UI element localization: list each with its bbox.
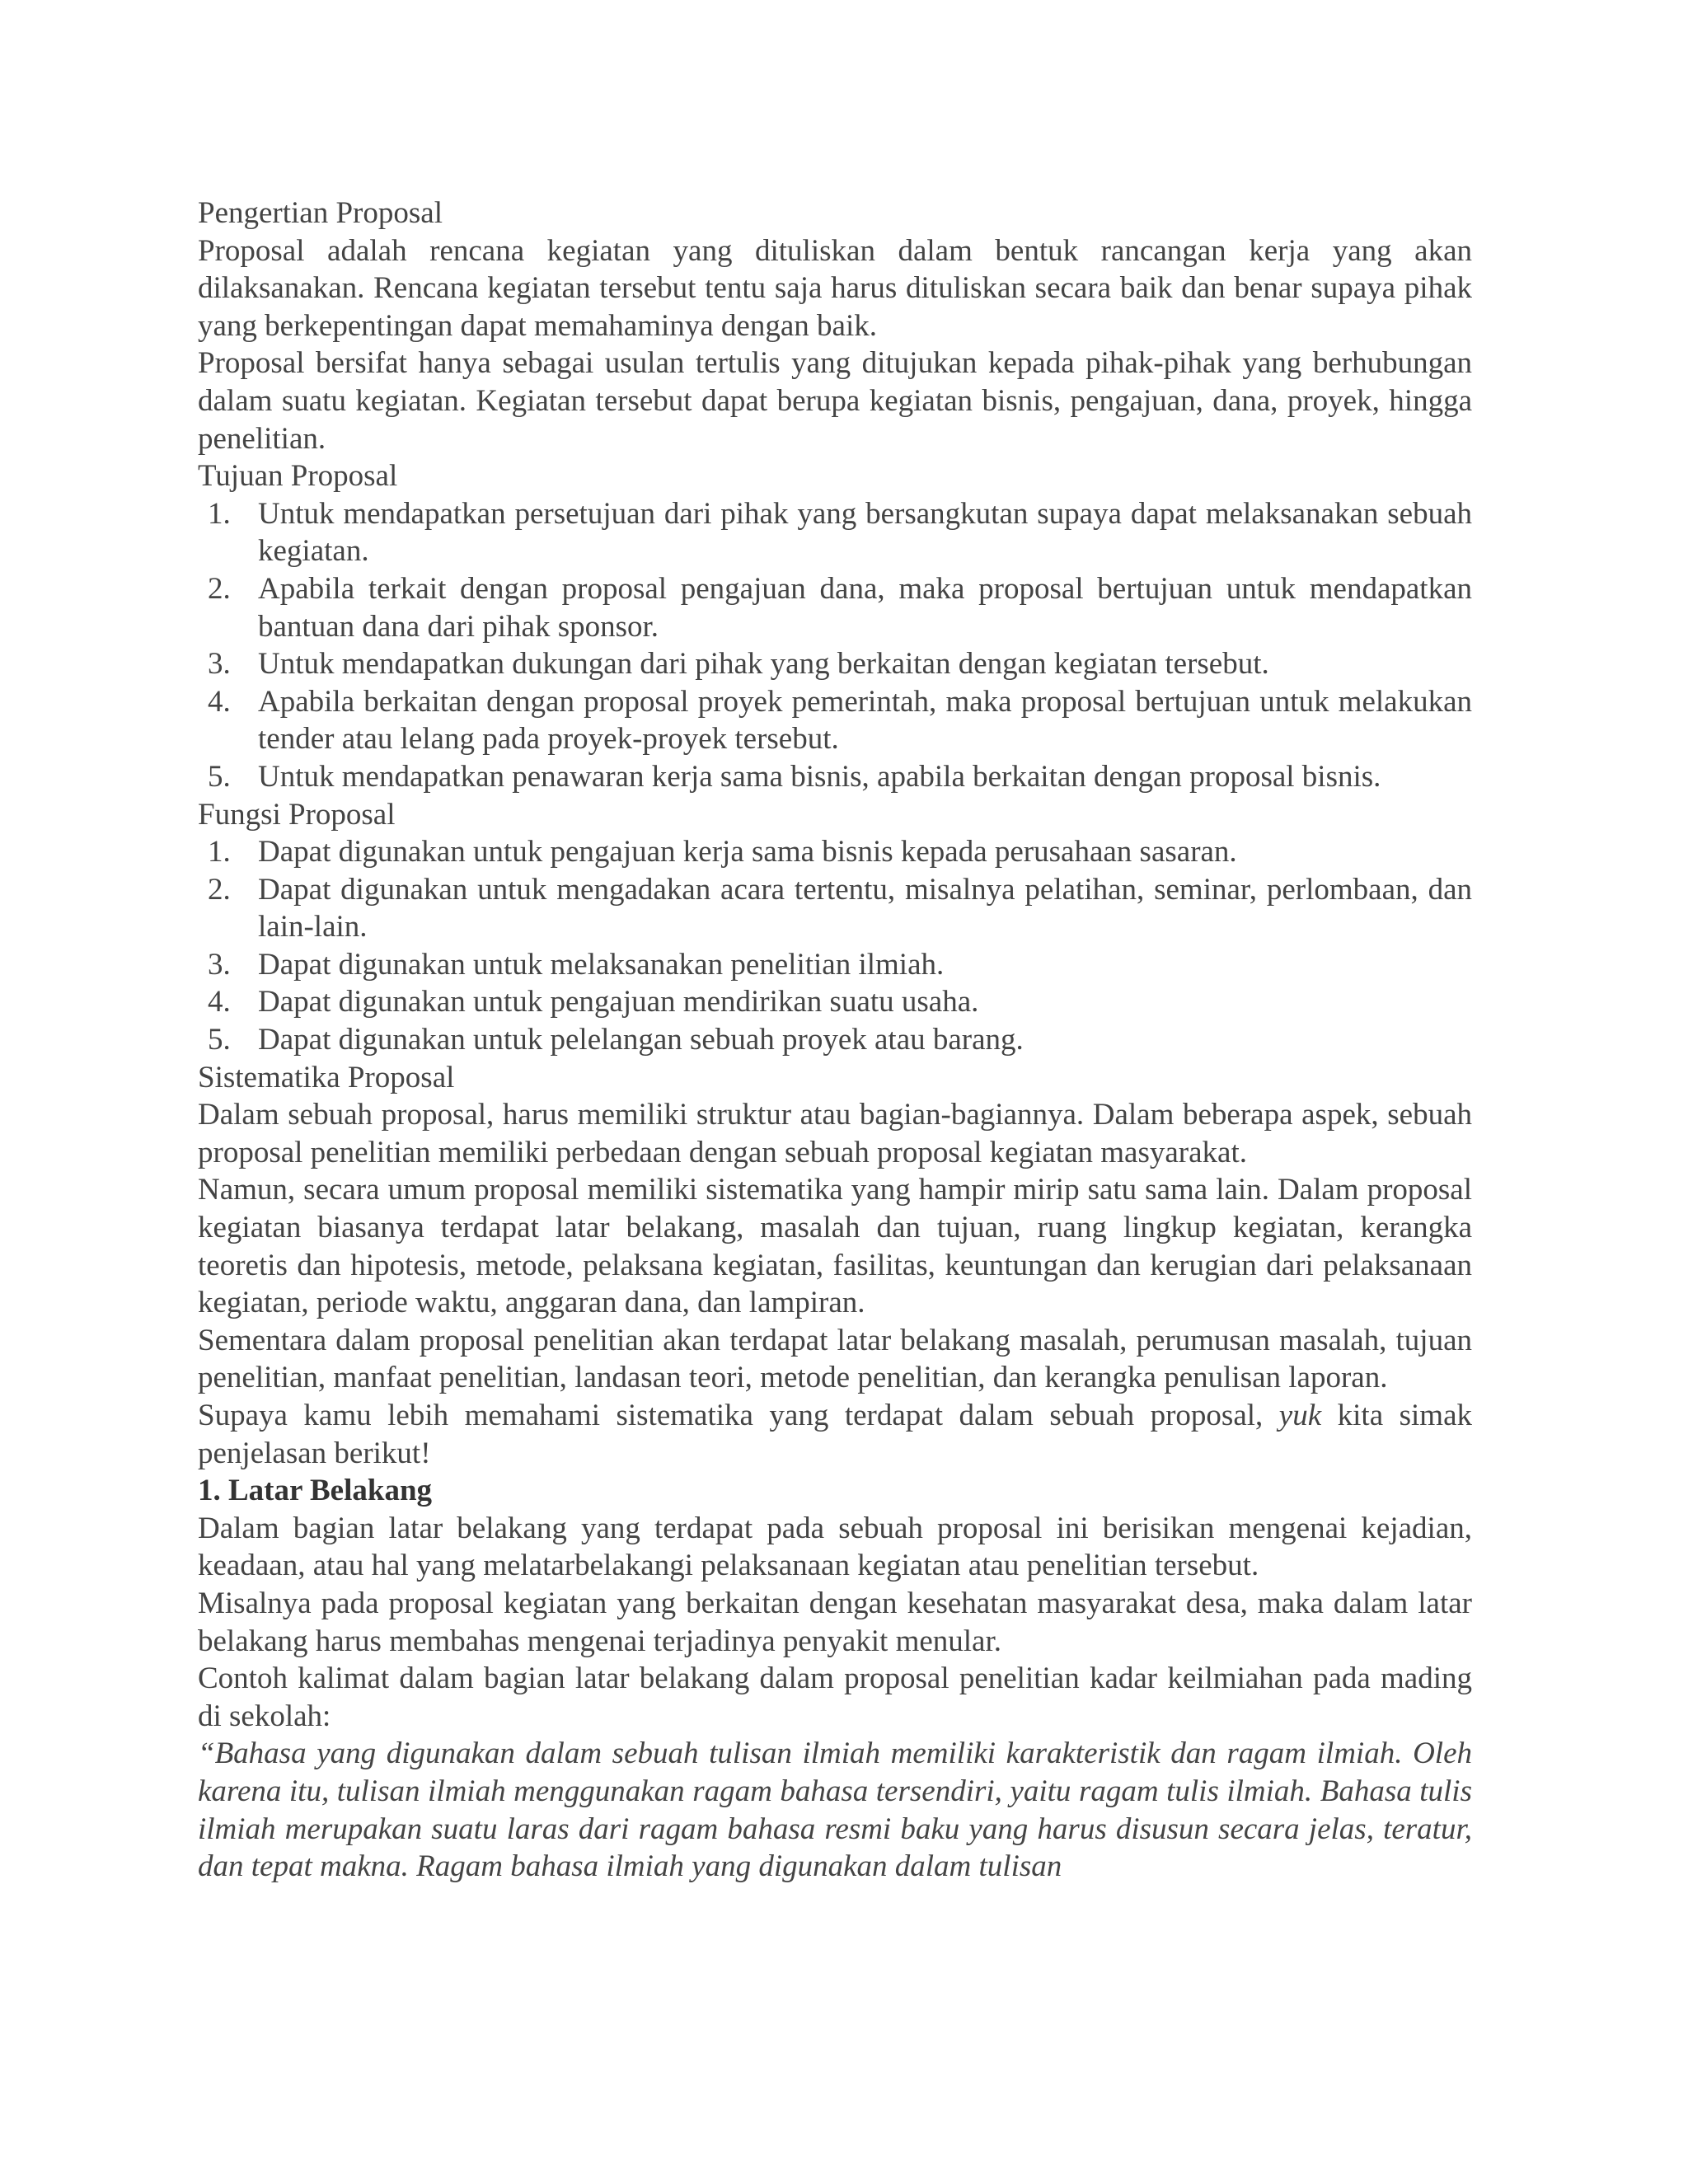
heading-latar-belakang: 1. Latar Belakang [198,1474,433,1508]
heading-pengertian: Pengertian Proposal [198,196,443,230]
list-item-number: 1. [208,496,231,531]
list-item-number: 5. [208,1023,231,1057]
list-item-number: 4. [208,684,231,719]
heading-fungsi: Fungsi Proposal [198,797,396,832]
list-item-number: 5. [208,759,231,794]
list-item-text: Dapat digunakan untuk melaksanakan penelitian ilmiah. [258,947,945,982]
list-item-text: Dapat digunakan untuk pengajuan mendirikan suatu usaha. [258,985,979,1019]
list-item-number: 4. [208,985,231,1019]
list-item-number: 2. [208,571,231,606]
paragraph-latar-1: Dalam bagian latar belakang yang terdapat pada sebuah proposal ini berisikan mengenai kejadian, keadaan, atau hal yang melatarbelakangi pelaksanaan kegiatan atau penelitian tersebut. [198,1511,1472,1583]
heading-sistematika: Sistematika Proposal [198,1060,455,1094]
list-item-number: 3. [208,647,231,682]
list-item-text: Untuk mendapatkan dukungan dari pihak yang berkaitan dengan kegiatan tersebut. [258,647,1269,682]
list-item [198,645,1472,683]
list-item-number: 2. [208,872,231,907]
list-tujuan [198,495,1472,796]
list-item [198,871,1472,946]
list-item [198,1021,1472,1059]
paragraph-pengertian-1: Proposal adalah rencana kegiatan yang dituliskan dalam bentuk rancangan kerja yang akan dilaksanakan. Rencana kegiatan tersebut tentu saja harus dituliskan secara baik dan benar supaya pihak yang berkepentingan dapat memahaminya dengan baik. [198,233,1472,343]
paragraph-text: Supaya kamu lebih memahami sistematika yang terdapat dalam sebuah proposal, [198,1399,1279,1432]
list-item [198,946,1472,984]
list-item-text: Apabila berkaitan dengan proposal proyek pemerintah, maka proposal bertujuan untuk melakukan tender atau lelang pada proyek-proyek tersebut. [258,684,1472,757]
quote-example: “Bahasa yang digunakan dalam sebuah tulisan ilmiah memiliki karakteristik dan ragam ilmiah. Oleh karena itu, tulisan ilmiah menggunakan ragam bahasa tersendiri, yaitu ragam tulis ilmiah. Bahasa tulis ilmiah merupakan suatu laras dari ragam bahasa resmi baku yang harus disusun secara jelas, teratur, dan tepat makna. Ragam bahasa ilmiah yang digunakan dalam tulisan [198,1736,1472,1884]
list-fungsi [198,833,1472,1059]
list-item [198,683,1472,758]
paragraph-sistematika-2: Namun, secara umum proposal memiliki sistematika yang hampir mirip satu sama lain. Dalam proposal kegiatan biasanya terdapat latar belakang, masalah dan tujuan, ruang lingkup kegiatan, kerangka teoretis dan hipotesis, metode, pelaksana kegiatan, fasilitas, keuntungan dan kerugian dari pelaksanaan kegiatan, periode waktu, anggaran dana, dan lampiran. [198,1173,1472,1320]
paragraph-text: kita simak penjelasan berikut! [198,1399,1472,1470]
paragraph-sistematika-3: Sementara dalam proposal penelitian akan terdapat latar belakang masalah, perumusan masalah, tujuan penelitian, manfaat penelitian, landasan teori, metode penelitian, dan kerangka penulisan laporan. [198,1323,1472,1395]
paragraph-latar-3: Contoh kalimat dalam bagian latar belakang dalam proposal penelitian kadar keilmiahan pada mading di sekolah: [198,1661,1472,1733]
list-item-text: Dapat digunakan untuk pelelangan sebuah proyek atau barang. [258,1023,1024,1057]
paragraph-sistematika-1: Dalam sebuah proposal, harus memiliki struktur atau bagian-bagiannya. Dalam beberapa aspek, sebuah proposal penelitian memiliki perbedaan dengan sebuah proposal kegiatan masyarakat. [198,1098,1472,1169]
list-item-number: 3. [208,947,231,982]
list-item-text: Untuk mendapatkan persetujuan dari pihak yang bersangkutan supaya dapat melaksanakan sebuah kegiatan. [258,496,1472,569]
list-item [198,983,1472,1021]
document-page [198,194,1472,1886]
emphasis-text: yuk [1278,1399,1322,1432]
paragraph-latar-2: Misalnya pada proposal kegiatan yang berkaitan dengan kesehatan masyarakat desa, maka dalam latar belakang harus membahas mengenai terjadinya penyakit menular. [198,1586,1472,1658]
paragraph-sistematika-4 [198,1397,1472,1472]
list-item-text: Apabila terkait dengan proposal pengajuan dana, maka proposal bertujuan untuk mendapatkan bantuan dana dari pihak sponsor. [258,571,1472,644]
list-item-text: Dapat digunakan untuk pengajuan kerja sama bisnis kepada perusahaan sasaran. [258,835,1237,869]
list-item [198,495,1472,570]
heading-tujuan: Tujuan Proposal [198,459,398,494]
list-item [198,833,1472,871]
paragraph-pengertian-2: Proposal bersifat hanya sebagai usulan tertulis yang ditujukan kepada pihak-pihak yang berhubungan dalam suatu kegiatan. Kegiatan tersebut dapat berupa kegiatan bisnis, pengajuan, dana, proyek, hingga penelitian. [198,346,1472,456]
list-item-text: Dapat digunakan untuk mengadakan acara tertentu, misalnya pelatihan, seminar, perlombaan, dan lain-lain. [258,872,1472,944]
list-item-number: 1. [208,835,231,869]
list-item [198,758,1472,796]
list-item [198,570,1472,645]
list-item-text: Untuk mendapatkan penawaran kerja sama bisnis, apabila berkaitan dengan proposal bisnis. [258,759,1381,794]
